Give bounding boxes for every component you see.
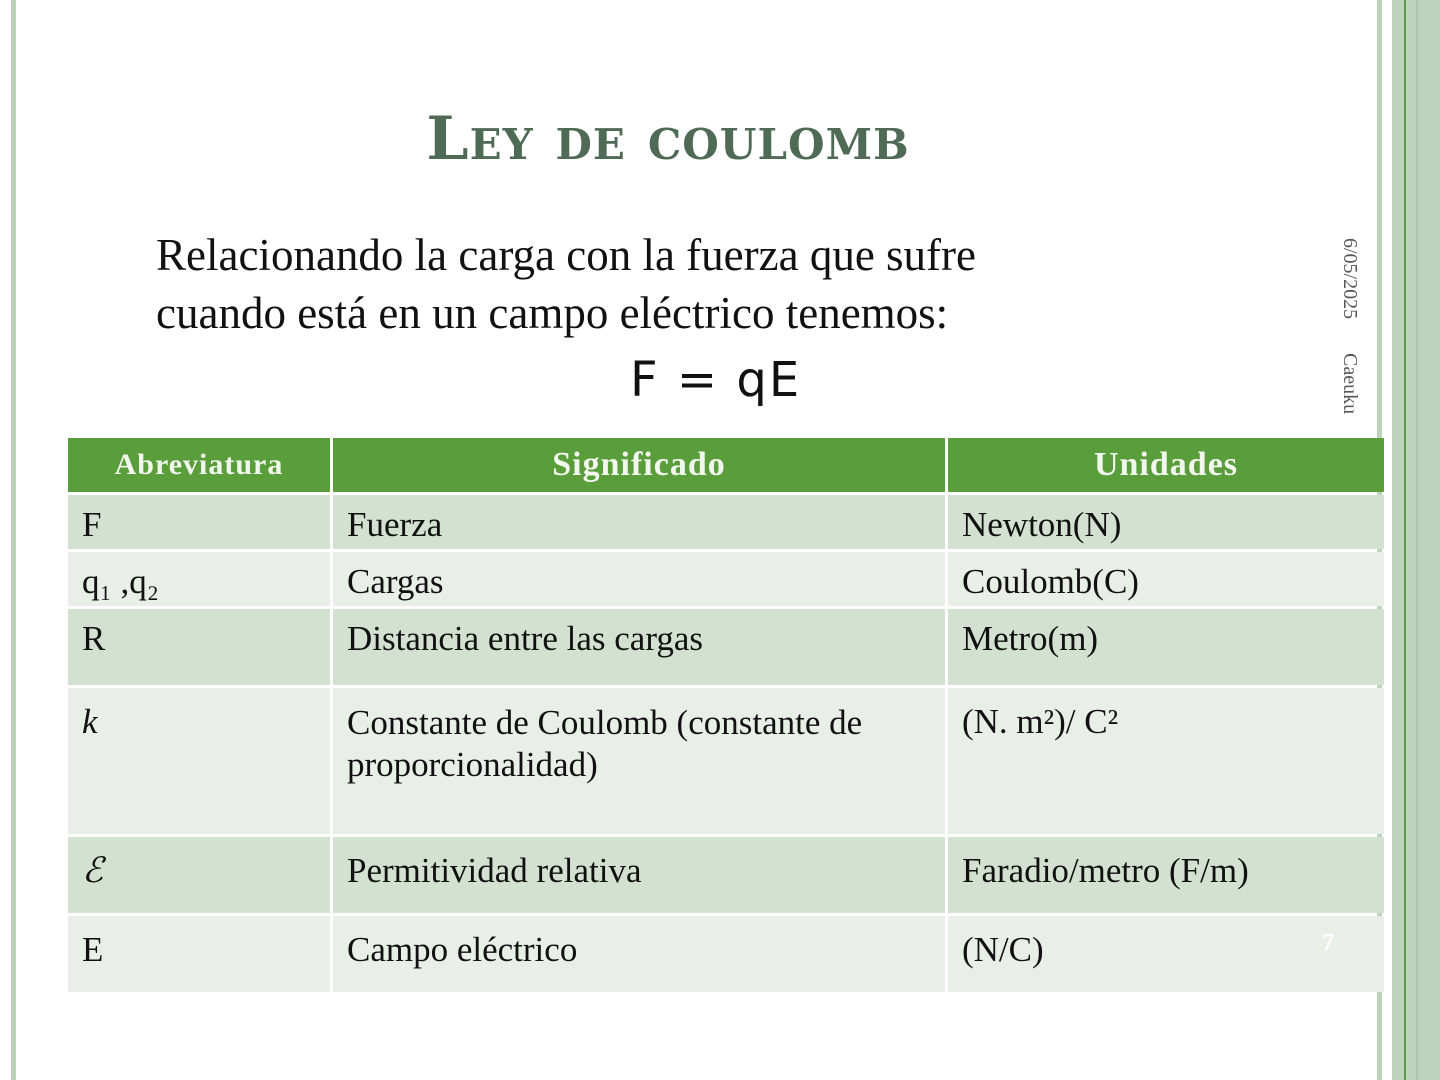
table-row [68, 688, 1384, 834]
slide-date: 6/05/2025 [1339, 238, 1361, 320]
table-row [68, 495, 1384, 549]
cell-meaning: Distancia entre las cargas [333, 609, 945, 685]
cell-meaning: Permitividad relativa [333, 837, 945, 913]
footer-vertical [1338, 238, 1361, 448]
formula: F = qE [630, 352, 802, 408]
cell-abbr: ℰ [68, 837, 330, 913]
table-row [68, 837, 1384, 913]
table-row [68, 552, 1384, 606]
header-unidades: Unidades [948, 438, 1384, 492]
intro-line-1: Relacionando la carga con la fuerza que sufre [156, 230, 976, 280]
slide-title: Ley de coulomb [426, 104, 910, 174]
cell-meaning: Cargas [333, 552, 945, 606]
cell-abbr: k [68, 688, 330, 834]
table-row [68, 609, 1384, 685]
variables-table [65, 435, 1387, 995]
cell-units: (N/C) [948, 916, 1384, 992]
right-band-line [1404, 0, 1406, 1080]
slide-author: Caeuku [1339, 353, 1361, 415]
cell-units: (N. m²)/ C² [948, 688, 1384, 834]
table-header-row [68, 438, 1384, 492]
page-number: 7 [1322, 930, 1334, 956]
cell-meaning: Campo eléctrico [333, 916, 945, 992]
cell-units: Faradio/metro (F/m) [948, 837, 1384, 913]
cell-abbr: F [68, 495, 330, 549]
cell-units: Metro(m) [948, 609, 1384, 685]
table-row [68, 916, 1384, 992]
cell-abbr: q₁ ,q₂ [68, 552, 330, 606]
header-abreviatura: Abreviatura [68, 438, 330, 492]
right-band-line-secondary [1416, 0, 1418, 1080]
cell-units: Newton(N) [948, 495, 1384, 549]
cell-units: Coulomb(C) [948, 552, 1384, 606]
cell-abbr: E [68, 916, 330, 992]
cell-abbr: R [68, 609, 330, 685]
intro-text [156, 226, 976, 342]
cell-meaning: Constante de Coulomb (constante de proporcionalidad) [333, 688, 945, 834]
cell-meaning: Fuerza [333, 495, 945, 549]
header-significado: Significado [333, 438, 945, 492]
intro-line-2: cuando está en un campo eléctrico tenemos: [156, 288, 949, 338]
